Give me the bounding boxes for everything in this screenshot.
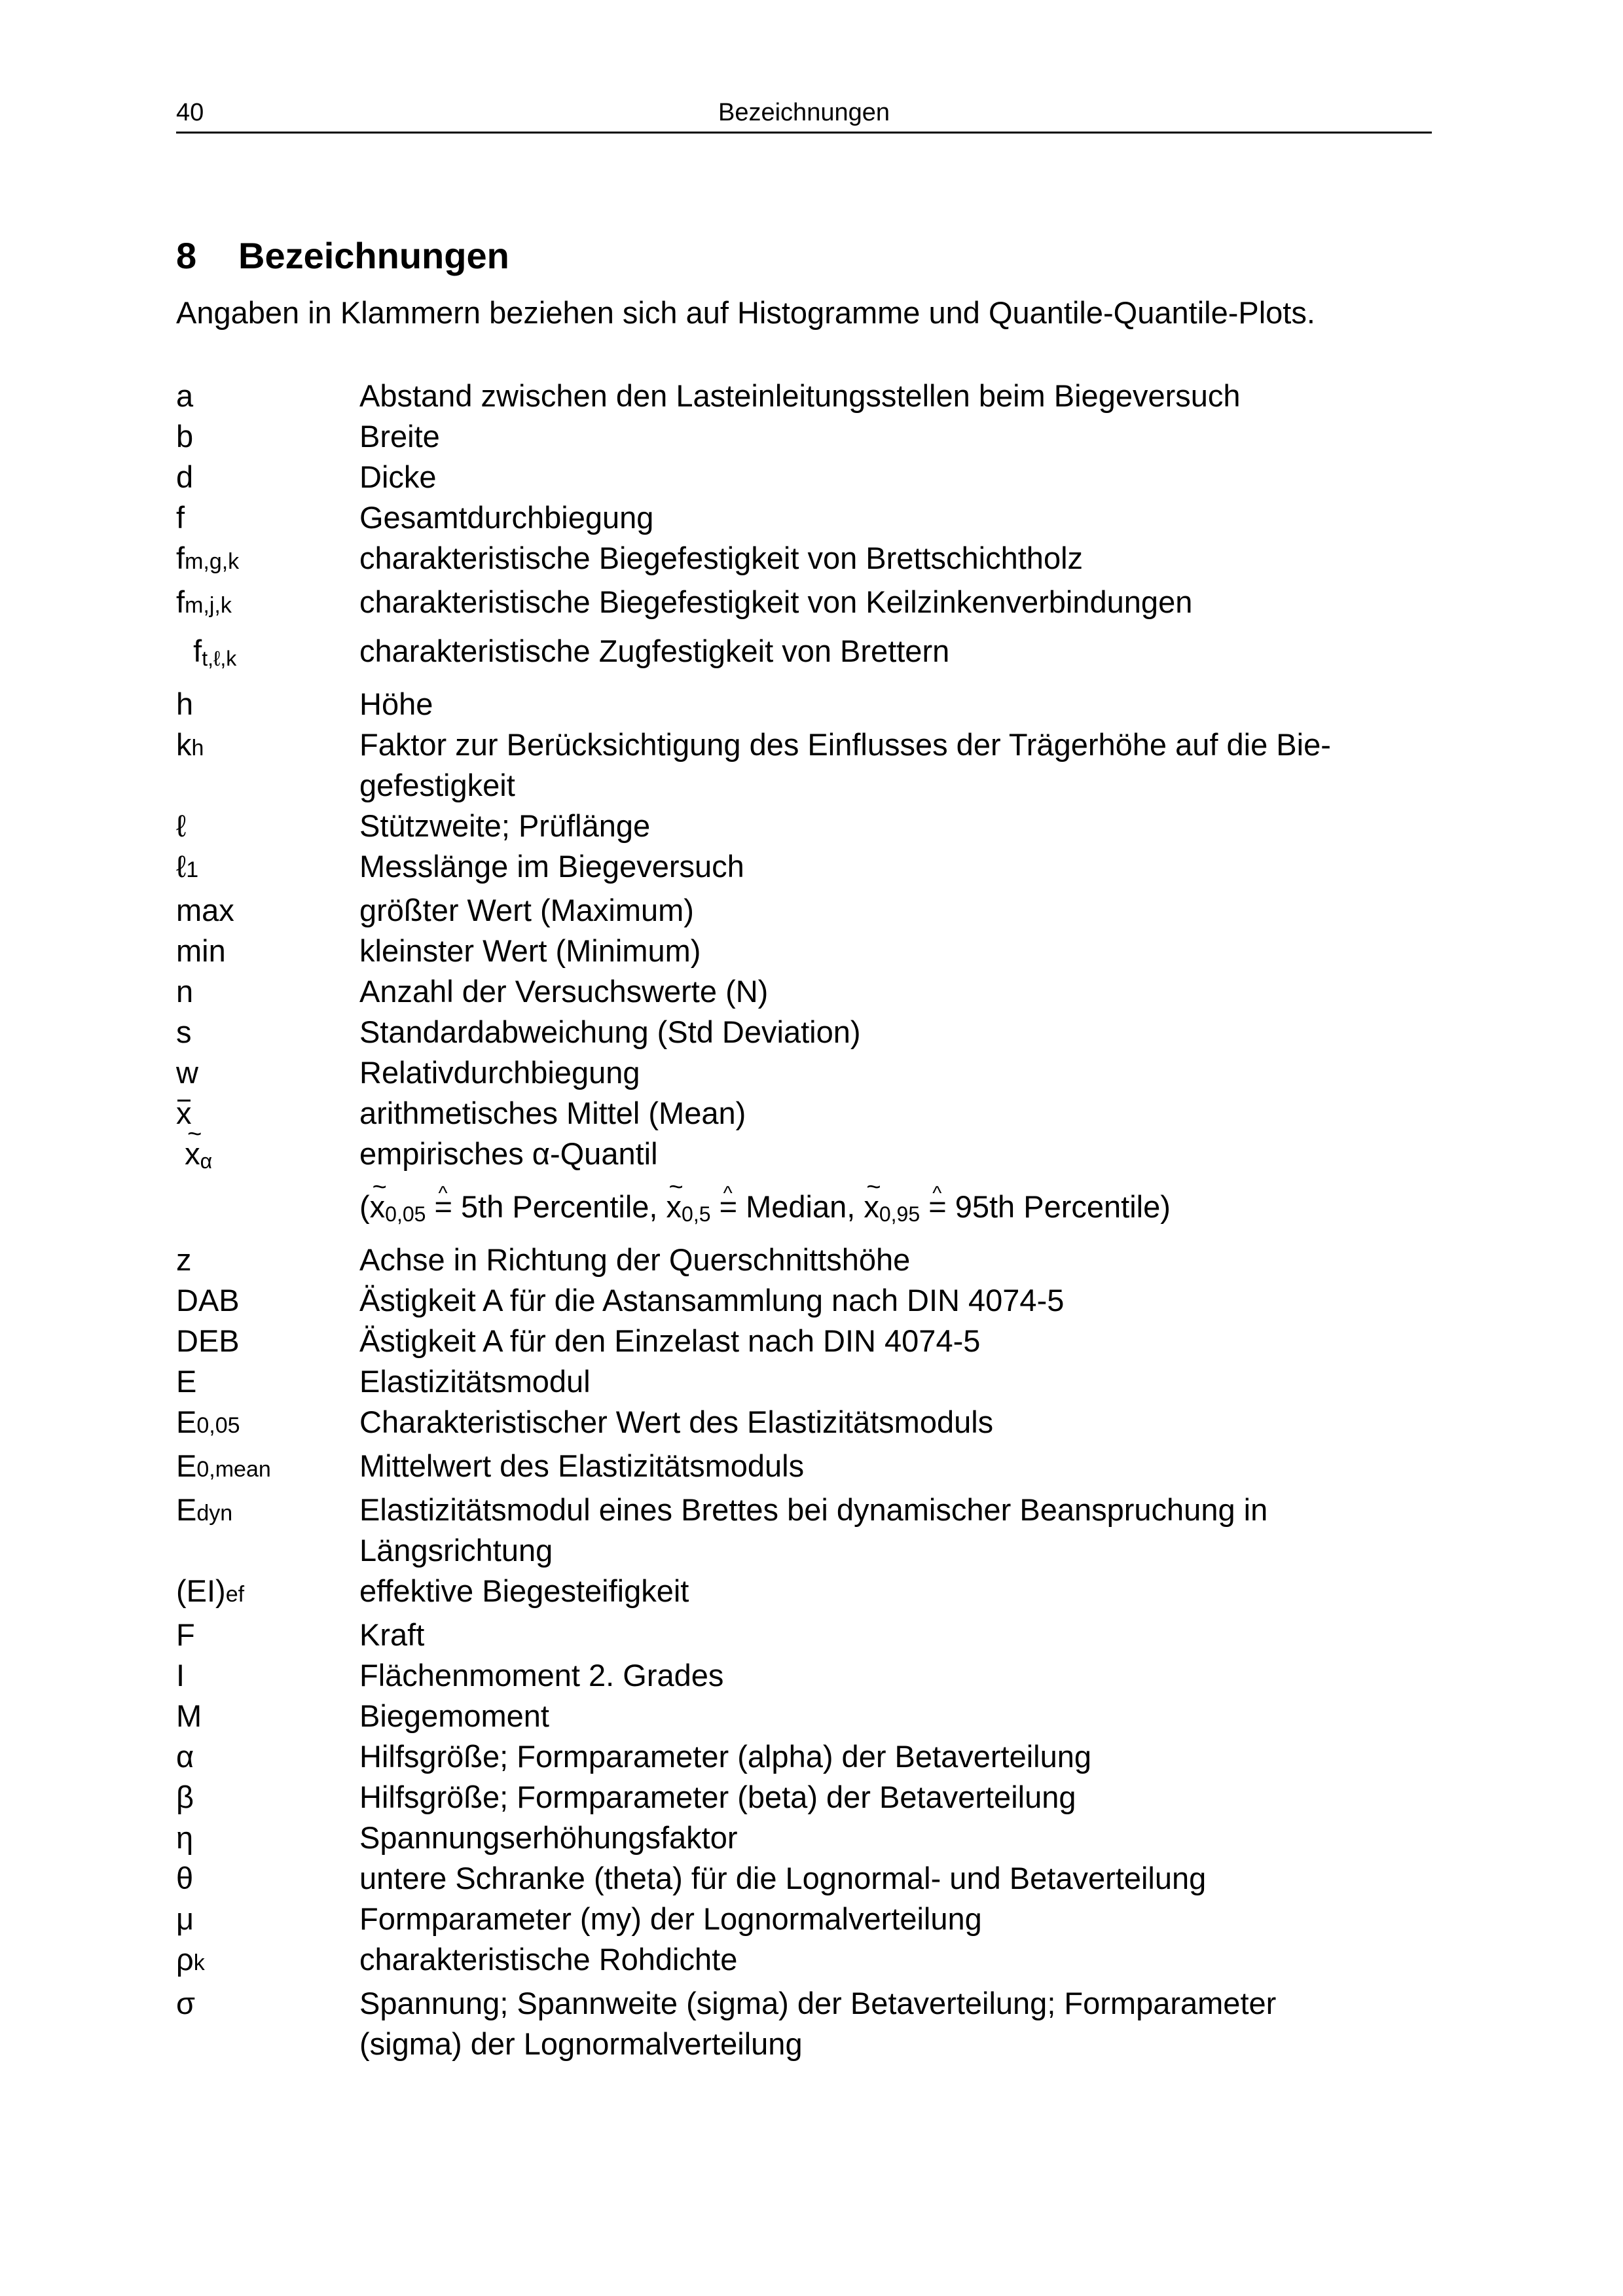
- symbol: [176, 1093, 359, 1134]
- symbol: [176, 846, 359, 890]
- symbol-subscript: α: [200, 1149, 213, 1173]
- symbol-base: ℓ: [176, 849, 187, 884]
- symbol-base: (EI): [176, 1573, 226, 1608]
- glossary-row: [176, 538, 1420, 582]
- definition: Gesamtdurchbiegung: [359, 500, 654, 535]
- corresponds-icon: ^ =: [928, 1187, 946, 1227]
- symbol-subscript: m,g,k: [185, 549, 240, 574]
- glossary-row: [176, 582, 1420, 626]
- symbol-subscript: h: [191, 736, 204, 761]
- symbol: b: [176, 419, 194, 454]
- definition: Hilfsgröße; Formparameter (beta) der Betaverteilung: [359, 1780, 1076, 1814]
- quantile-symbol: ~ x: [864, 1187, 879, 1227]
- symbol: F: [176, 1617, 195, 1652]
- symbol: I: [176, 1658, 185, 1693]
- glossary-row: [176, 1446, 1420, 1490]
- glossary-row: [176, 931, 1420, 971]
- symbol: α: [176, 1739, 194, 1774]
- symbol-base: k: [176, 727, 192, 762]
- symbol-base: f: [185, 634, 202, 668]
- glossary-row: [176, 890, 1420, 931]
- symbol-subscript: ef: [225, 1582, 245, 1607]
- definition: Formparameter (my) der Lognormalverteilung: [359, 1901, 982, 1936]
- symbol: h: [176, 687, 194, 721]
- glossary-row: [176, 846, 1420, 890]
- symbol: d: [176, 459, 194, 494]
- glossary-row: [176, 1655, 1420, 1696]
- glossary-row: [176, 1939, 1420, 1983]
- definition-line: gefestigkeit: [359, 768, 515, 802]
- symbol-subscript: m,j,k: [185, 593, 232, 618]
- symbol: [176, 1939, 359, 1983]
- page-header: [176, 95, 1432, 134]
- definition: Abstand zwischen den Lasteinleitungsstellen beim Biegeversuch: [359, 378, 1241, 413]
- glossary-row: [176, 1280, 1420, 1321]
- glossary-row: [176, 1490, 1420, 1571]
- definition-line: Längsrichtung: [359, 1533, 553, 1568]
- symbol: [176, 1490, 359, 1571]
- glossary-row: [176, 457, 1420, 497]
- section-number: 8: [176, 235, 197, 276]
- glossary-row: [176, 806, 1420, 846]
- definition: Biegemoment: [359, 1698, 549, 1733]
- glossary-row: [176, 1777, 1420, 1818]
- glossary-row: [176, 1093, 1420, 1134]
- definition-text: 95th Percentile): [946, 1189, 1171, 1224]
- symbol: [176, 1446, 359, 1490]
- quantile-symbol: ~ x: [370, 1187, 386, 1227]
- symbol-subscript: 0,05: [196, 1413, 240, 1438]
- symbol: DAB: [176, 1283, 240, 1318]
- definition: arithmetisches Mittel (Mean): [359, 1096, 746, 1130]
- symbol: β: [176, 1780, 194, 1814]
- definition: Achse in Richtung der Querschnittshöhe: [359, 1242, 911, 1277]
- definition: Flächenmoment 2. Grades: [359, 1658, 724, 1693]
- definition: Mittelwert des Elastizitätsmoduls: [359, 1448, 805, 1483]
- symbol: η: [176, 1820, 194, 1855]
- definition: effektive Biegesteifigkeit: [359, 1573, 689, 1608]
- symbol: E: [176, 1364, 197, 1399]
- definition: kleinster Wert (Minimum): [359, 933, 701, 968]
- symbol: z: [176, 1242, 192, 1277]
- definition: Höhe: [359, 687, 433, 721]
- symbol: M: [176, 1698, 202, 1733]
- symbol: [176, 1187, 359, 1234]
- symbol-base: ρ: [176, 1942, 194, 1977]
- glossary-row: [176, 631, 1420, 679]
- definition: Standardabweichung (Std Deviation): [359, 1014, 861, 1049]
- symbol: [176, 631, 359, 679]
- symbol: [176, 582, 359, 626]
- glossary-row: [176, 1240, 1420, 1280]
- glossary-row: [176, 1402, 1420, 1446]
- symbol: [176, 1402, 359, 1446]
- glossary-row: [176, 1321, 1420, 1361]
- definition: Relativdurchbiegung: [359, 1055, 640, 1090]
- definition: Hilfsgröße; Formparameter (alpha) der Betaverteilung: [359, 1739, 1092, 1774]
- symbol-base: E: [176, 1405, 197, 1439]
- symbol: max: [176, 893, 234, 927]
- symbol: μ: [176, 1901, 194, 1936]
- definition: größter Wert (Maximum): [359, 893, 694, 927]
- symbol-base: f: [176, 584, 185, 619]
- glossary-row: [176, 1571, 1420, 1615]
- glossary-row: [176, 684, 1420, 725]
- glossary-row: [176, 1052, 1420, 1093]
- glossary-row: [176, 971, 1420, 1012]
- subscript: 0,95: [879, 1202, 921, 1226]
- symbol: θ: [176, 1861, 194, 1895]
- subscript: 0,5: [682, 1202, 711, 1226]
- definition: Charakteristischer Wert des Elastizitätsmoduls: [359, 1405, 994, 1439]
- definition: charakteristische Biegefestigkeit von Brettschichtholz: [359, 541, 1084, 575]
- glossary-row-percentiles: [176, 1187, 1420, 1234]
- symbol: w: [176, 1055, 198, 1090]
- definition-line: Spannung; Spannweite (sigma) der Betaverteilung; Formparameter: [359, 1986, 1277, 2020]
- symbol: [176, 1571, 359, 1615]
- glossary-row: [176, 1361, 1420, 1402]
- glossary-row: [176, 1736, 1420, 1777]
- definition: [359, 725, 1420, 806]
- definition: Elastizitätsmodul: [359, 1364, 591, 1399]
- symbol: [176, 725, 359, 806]
- definition: [359, 1490, 1420, 1571]
- corresponds-icon: ^ =: [435, 1187, 452, 1227]
- glossary-row: [176, 1134, 1420, 1181]
- definition-line: Faktor zur Berücksichtigung des Einflusses der Trägerhöhe auf die Bie-: [359, 727, 1331, 762]
- symbol-subscript: t,ℓ,k: [202, 647, 237, 670]
- symbol-subscript: k: [193, 1950, 205, 1975]
- definition: Messlänge im Biegeversuch: [359, 849, 744, 884]
- symbol: min: [176, 933, 226, 968]
- symbol: [176, 538, 359, 582]
- glossary-row: [176, 1696, 1420, 1736]
- definition: Ästigkeit A für den Einzelast nach DIN 4074-5: [359, 1323, 981, 1358]
- definition: Spannungserhöhungsfaktor: [359, 1820, 738, 1855]
- quantile-symbol: ~ x: [185, 1134, 200, 1174]
- glossary-row: [176, 376, 1420, 416]
- definition: (~ x0,05 ^ = 5th Percentile, ~ x0,5 ^ = Median, ~ x0,95 ^ = 95th Percentile): [359, 1187, 1420, 1234]
- symbol-base: E: [176, 1492, 197, 1527]
- definition: charakteristische Rohdichte: [359, 1942, 738, 1977]
- symbol: ℓ: [176, 808, 187, 843]
- glossary-row: [176, 725, 1420, 806]
- glossary-row: [176, 1983, 1420, 2064]
- definition: charakteristische Biegefestigkeit von Keilzinkenverbindungen: [359, 584, 1193, 619]
- glossary-row: [176, 1012, 1420, 1052]
- symbol: s: [176, 1014, 192, 1049]
- definition: Stützweite; Prüflänge: [359, 808, 651, 843]
- section-title: Bezeichnungen: [238, 235, 509, 276]
- quantile-symbol: ~ x: [666, 1187, 682, 1227]
- definition-line: (sigma) der Lognormalverteilung: [359, 2026, 803, 2061]
- symbol-subscript: dyn: [196, 1501, 233, 1526]
- running-title: Bezeichnungen: [718, 99, 890, 126]
- symbol: [176, 1134, 359, 1181]
- subscript: 0,05: [385, 1202, 426, 1226]
- section-heading: [176, 234, 509, 277]
- definition: charakteristische Zugfestigkeit von Brettern: [359, 634, 950, 668]
- symbol: σ: [176, 1986, 196, 2020]
- symbol-base: E: [176, 1448, 197, 1483]
- page-number: 40: [176, 99, 204, 126]
- symbol-subscript: 1: [186, 857, 199, 882]
- definition-text: Median,: [737, 1189, 864, 1224]
- glossary-row: [176, 497, 1420, 538]
- definition: [359, 1983, 1420, 2064]
- symbol: DEB: [176, 1323, 240, 1358]
- symbol: a: [176, 378, 194, 413]
- definition: Dicke: [359, 459, 437, 494]
- glossary-row: [176, 416, 1420, 457]
- mean-symbol: x: [176, 1093, 192, 1134]
- glossary-list: [176, 376, 1420, 2064]
- glossary-row: [176, 1899, 1420, 1939]
- definition: Kraft: [359, 1617, 425, 1652]
- definition: Breite: [359, 419, 440, 454]
- glossary-row: [176, 1818, 1420, 1858]
- intro-paragraph: Angaben in Klammern beziehen sich auf Histogramme und Quantile-Quantile-Plots.: [176, 295, 1315, 330]
- corresponds-icon: ^ =: [720, 1187, 737, 1227]
- definition: untere Schranke (theta) für die Lognormal- und Betaverteilung: [359, 1861, 1207, 1895]
- definition-text: 5th Percentile,: [452, 1189, 666, 1224]
- glossary-row: [176, 1615, 1420, 1655]
- symbol: f: [176, 500, 185, 535]
- glossary-row: [176, 1858, 1420, 1899]
- symbol-subscript: 0,mean: [196, 1457, 271, 1482]
- definition: Ästigkeit A für die Astansammlung nach DIN 4074-5: [359, 1283, 1065, 1318]
- definition: empirisches α-Quantil: [359, 1136, 658, 1171]
- symbol-base: f: [176, 541, 185, 575]
- definition: Anzahl der Versuchswerte (N): [359, 974, 769, 1009]
- symbol: n: [176, 974, 194, 1009]
- definition-line: Elastizitätsmodul eines Brettes bei dynamischer Beanspruchung in: [359, 1492, 1268, 1527]
